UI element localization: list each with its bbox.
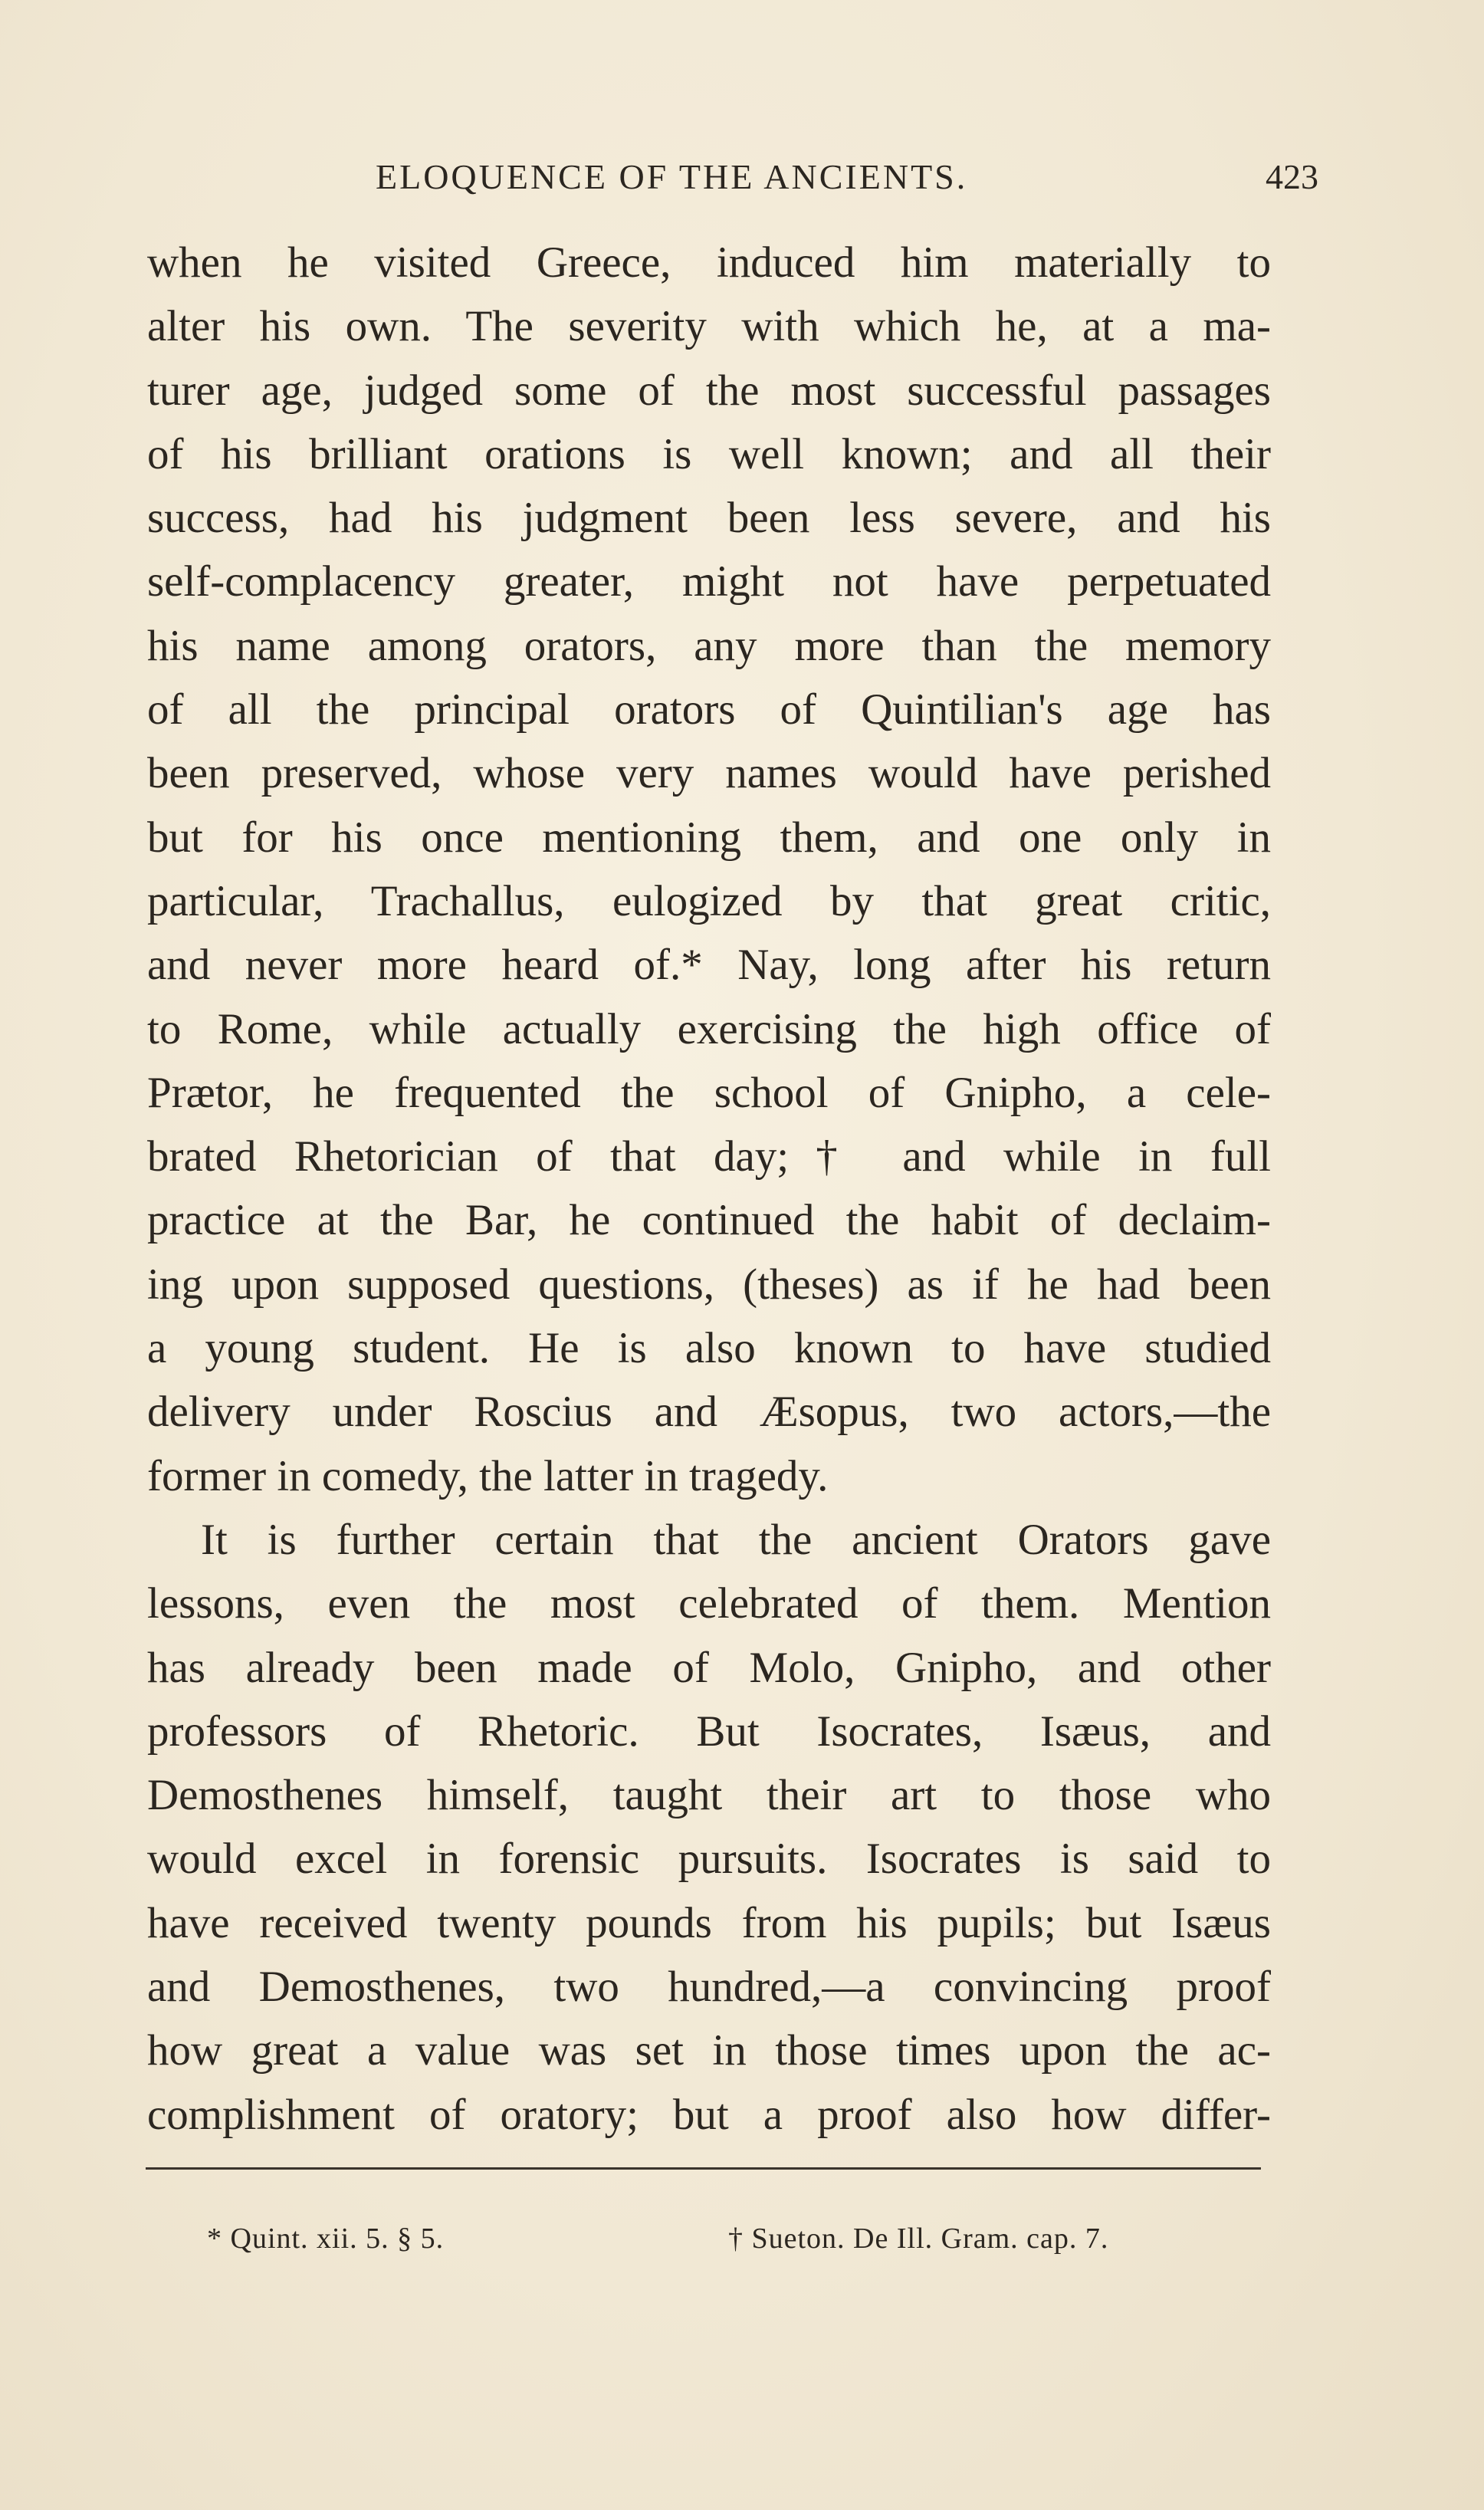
footnote-divider bbox=[146, 2167, 1261, 2170]
body-text bbox=[147, 231, 1271, 2147]
text-line: when he visited Greece, induced him materially to bbox=[147, 238, 1271, 287]
text-line: but for his once mentioning them, and one only in bbox=[147, 813, 1271, 862]
footnote-suetonius: † Sueton. De Ill. Gram. cap. 7. bbox=[728, 2223, 1109, 2255]
footnote-quintilian: * Quint. xii. 5. § 5. bbox=[207, 2223, 445, 2255]
page-header bbox=[146, 150, 1318, 204]
text-line: to Rome, while actually exercising the high office of bbox=[147, 1004, 1271, 1053]
text-line: Demosthenes himself, taught their art to those who bbox=[147, 1771, 1271, 1820]
text-line: Prætor, he frequented the school of Gnipho, a cele- bbox=[147, 1068, 1271, 1117]
text-line: his name among orators, any more than the memory bbox=[147, 621, 1271, 670]
text-line: success, had his judgment been less severe, and his bbox=[147, 494, 1271, 543]
text-line: how great a value was set in those times upon the ac- bbox=[147, 2026, 1271, 2075]
text-line: turer age, judged some of the most successful passages bbox=[147, 366, 1271, 415]
text-line: lessons, even the most celebrated of them. Mention bbox=[147, 1579, 1271, 1628]
text-line: has already been made of Molo, Gnipho, and other bbox=[147, 1643, 1271, 1692]
text-line: of all the principal orators of Quintilian's age has bbox=[147, 685, 1271, 734]
text-line: been preserved, whose very names would have perished bbox=[147, 749, 1271, 798]
text-line: have received twenty pounds from his pupils; but Isæus bbox=[147, 1898, 1271, 1947]
text-line: particular, Trachallus, eulogized by that great critic, bbox=[147, 876, 1271, 925]
text-line: alter his own. The severity with which he, at a ma- bbox=[147, 302, 1271, 351]
text-line: would excel in forensic pursuits. Isocrates is said to bbox=[147, 1835, 1271, 1884]
text-line: delivery under Roscius and Æsopus, two actors,—the bbox=[147, 1388, 1271, 1437]
text-line: professors of Rhetoric. But Isocrates, Isæus, and bbox=[147, 1707, 1271, 1756]
text-line: former in comedy, the latter in tragedy. bbox=[147, 1451, 829, 1500]
text-line: It is further certain that the ancient Orators gave bbox=[201, 1515, 1271, 1564]
running-title: ELOQUENCE OF THE ANCIENTS. bbox=[376, 157, 968, 196]
page-number: 423 bbox=[1266, 157, 1318, 196]
text-line: brated Rhetorician of that day;† and while in full bbox=[147, 1132, 1271, 1181]
text-line: self-complacency greater, might not have perpetuated bbox=[147, 557, 1271, 606]
text-line: and Demosthenes, two hundred,—a convincing proof bbox=[147, 1963, 1271, 2012]
text-line: of his brilliant orations is well known; and all their bbox=[147, 429, 1271, 478]
text-line: and never more heard of.* Nay, long after his return bbox=[147, 941, 1271, 990]
text-line: a young student. He is also known to have studied bbox=[147, 1324, 1271, 1373]
text-line: complishment of oratory; but a proof also how differ- bbox=[147, 2090, 1271, 2139]
text-line: ing upon supposed questions, (theses) as if he had been bbox=[147, 1260, 1271, 1309]
text-line: practice at the Bar, he continued the habit of declaim- bbox=[147, 1196, 1271, 1245]
